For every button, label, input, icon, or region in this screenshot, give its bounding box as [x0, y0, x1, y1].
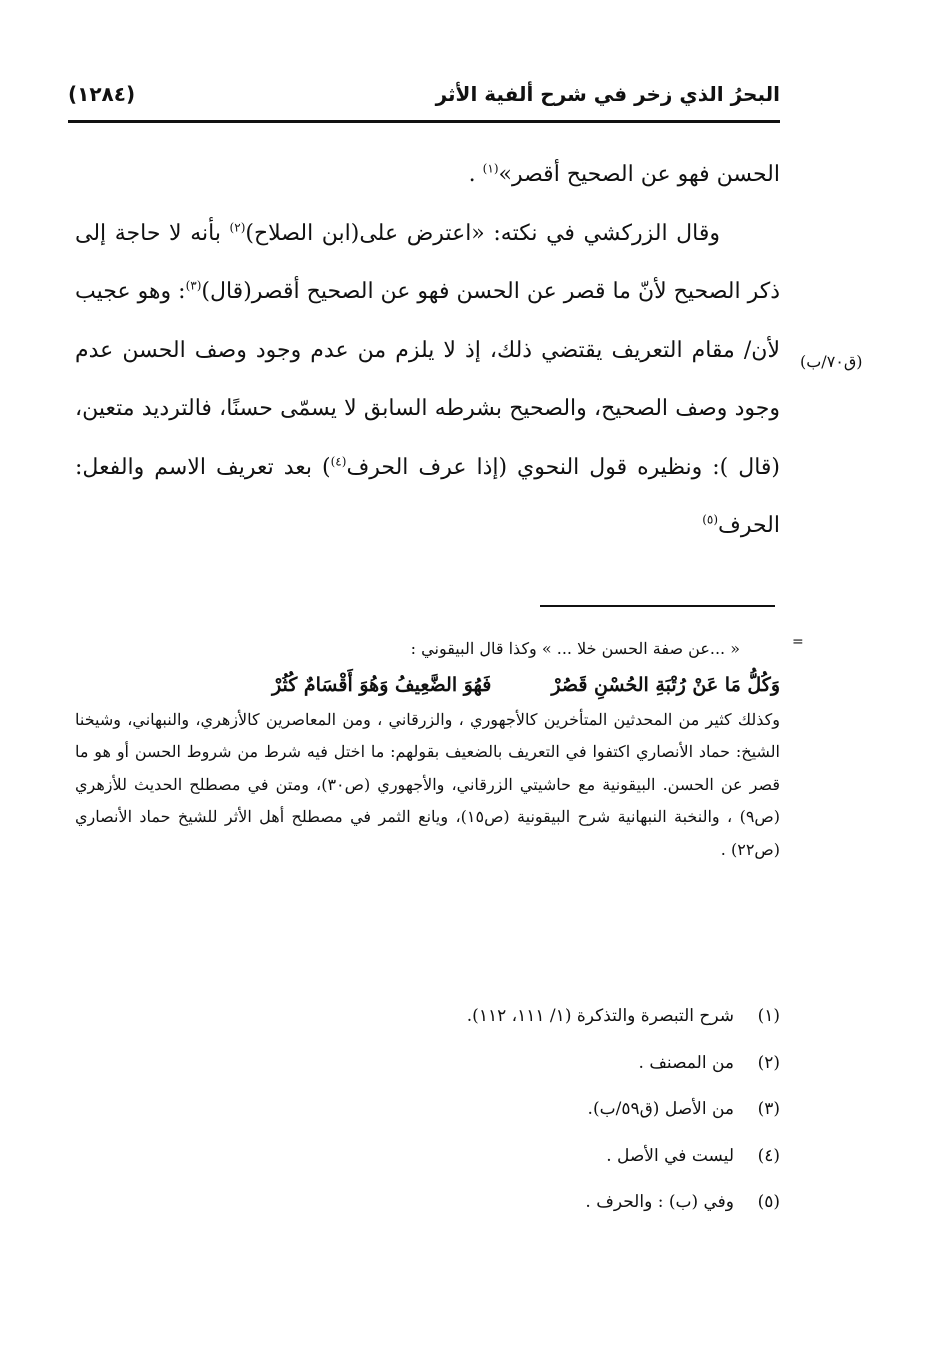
poem-verse	[75, 666, 780, 704]
footnote-text: شرح التبصرة والتذكرة (١/ ١١١، ١١٢).	[466, 1006, 734, 1026]
margin-folio-note: (ق٧٠/ب)	[800, 352, 863, 371]
note-quote: « ...عن صفة الحسن خلا ... » وكذا قال البيقوني :	[410, 639, 740, 658]
paragraph-2	[75, 205, 780, 556]
paragraph-2-part-b: بأنه لا حاجة إلى ذكر الصحيح لأنّ ما قصر عن الحسن فهو عن الصحيح أقصر(قال)	[75, 220, 780, 304]
continuation-mark: =	[792, 634, 804, 650]
poem-hemistich-1: وَكُلُّ مَا عَنْ رُتْبَةِ الحُسْنِ قَصُرْ	[551, 673, 780, 696]
page-number: (١٢٨٤)	[68, 82, 136, 106]
footnote-ref-2: (٢)	[229, 220, 246, 235]
paragraph-1	[75, 146, 780, 205]
main-text	[75, 146, 780, 556]
paragraph-1-text: الحسن فهو عن الصحيح أقصر»	[498, 162, 780, 187]
footnote-separator	[540, 605, 775, 607]
footnote-item	[75, 993, 780, 1040]
footnote-number: (٥)	[757, 1192, 780, 1212]
footnote-text: من الأصل (ق٥٩/ب).	[587, 1099, 734, 1119]
paragraph-2-part-a: وقال الزركشي في نكته: «اعترض على(ابن الصلاح)	[245, 220, 720, 246]
footnote-item	[75, 1040, 780, 1087]
page-header	[68, 78, 780, 118]
header-rule	[68, 120, 780, 123]
footnote-ref-1: (١)	[482, 161, 499, 176]
footnote-item	[75, 1133, 780, 1180]
footnote-number: (٢)	[757, 1052, 780, 1073]
footnote-item	[75, 1086, 780, 1133]
poem-hemistich-2: فَهُوَ الضَّعِيفُ وَهُوَ أَقْسَامٌ كُثُرْ	[272, 673, 492, 696]
paragraph-1-tail: .	[468, 162, 483, 187]
footnote-item	[75, 1179, 780, 1226]
footnote-ref-3: (٣)	[185, 278, 202, 293]
footnote-text: من المصنف .	[638, 1052, 734, 1073]
footnote-text: ليست في الأصل .	[606, 1145, 734, 1166]
paragraph-2-part-d: ) بعد تعريف الاسم والفعل: الحرف	[75, 454, 780, 538]
footnote-ref-4: (٤)	[330, 454, 347, 469]
footnote-number: (١)	[757, 1006, 780, 1026]
footnote-number: (٣)	[757, 1099, 780, 1119]
continued-footnote	[75, 633, 780, 866]
note-paragraph: وكذلك كثير من المحدثين المتأخرين كالأجهوري ، والزرقاني ، ومن المعاصرين كالأزهري، والنبهاني، وشيخنا الشيخ: حماد الأنصاري اكتفوا في التعريف بالضعيف بقولهم: ما اختل فيه شرط من شروط الحسن أو هو ما قصر عن الحسن. البيقونية مع حاشيتي الزرقاني، والأجهوري (ص٣٠)، ومتن في مصطلح الحديث للأزهري (ص٩) ، والنخبة النبهانية شرح البيقونية (ص١٥)، ويانع الثمر في مصطلح أهل الأثر للشيخ حماد الأنصاري (ص٢٢) .	[75, 709, 781, 859]
footnote-ref-5: (٥)	[702, 512, 719, 527]
footnote-number: (٤)	[757, 1145, 780, 1166]
footnote-list	[75, 993, 780, 1226]
paragraph-2-part-c: : وهو عجيب لأن/ مقام التعريف يقتضي ذلك، إذ لا يلزم من عدم وجود وصف الحسن عدم وجود وصف الصحيح، والصحيح بشرطه السابق لا يسمّى حسنًا، فالترديد متعين، (قال ): ونظيره قول النحوي (إذا عرف الحرف	[75, 279, 781, 480]
footnote-text: وفي (ب) : والحرف .	[585, 1192, 734, 1212]
running-title: البحرُ الذي زخر في شرح ألفية الأثر	[435, 82, 780, 106]
